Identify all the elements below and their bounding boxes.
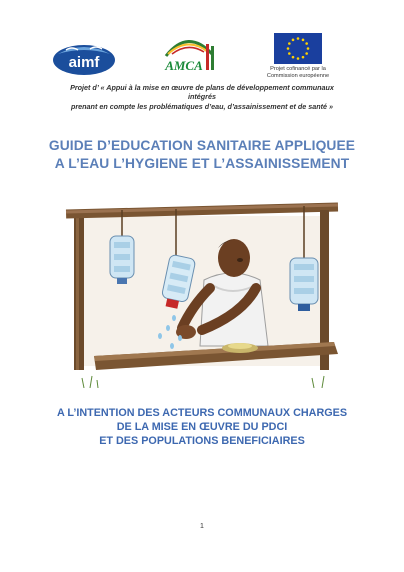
aimf-logo <box>52 42 116 76</box>
amca-logo-text: AMCA <box>165 58 203 73</box>
page-number: 1 <box>200 523 204 530</box>
eu-star-icon <box>288 52 291 55</box>
eu-star-icon <box>305 52 308 55</box>
project-line1: Projet d’ « Appui à la mise en œuvre de plans de développement communaux <box>70 83 334 92</box>
audience-text <box>24 406 380 448</box>
project-line3: prenant en compte les problématiques d’eau, d’assainissement et de santé » <box>70 101 334 111</box>
eu-star-icon <box>288 42 291 45</box>
eu-star-icon <box>297 57 300 60</box>
guide-title-line2: A L’EAU L’HYGIENE ET L’ASSAINISSEMENT <box>54 155 350 171</box>
guide-title <box>20 137 384 172</box>
eu-star-icon <box>287 47 290 50</box>
audience-line3: ET DES POPULATIONS BENEFICIAIRES <box>99 435 305 447</box>
project-description <box>40 83 364 111</box>
eu-star-icon <box>302 56 305 59</box>
audience-line1: A L’INTENTION DES ACTEURS COMMUNAUX CHARGES <box>56 407 348 419</box>
aimf-logo-text: aimf <box>68 54 100 71</box>
eu-flag-icon <box>274 33 322 64</box>
eu-star-icon <box>292 56 295 59</box>
guide-title-line1: GUIDE D’EDUCATION SANITAIRE APPLIQUEE <box>48 138 356 153</box>
eu-caption <box>250 66 346 80</box>
eu-caption-line2: Commission européenne <box>266 73 330 79</box>
eu-caption-line1: Projet cofinancé par la <box>270 66 326 72</box>
eu-star-icon <box>297 37 300 40</box>
audience-line2: DE LA MISE EN ŒUVRE DU PDCI <box>116 421 288 433</box>
handwashing-illustration <box>64 196 340 388</box>
eu-star-icon <box>302 39 305 42</box>
project-line2: intégrés <box>188 92 216 102</box>
eu-star-icon <box>307 47 310 50</box>
amca-logo <box>158 34 220 78</box>
eu-star-icon <box>292 39 295 42</box>
eu-star-icon <box>305 42 308 45</box>
